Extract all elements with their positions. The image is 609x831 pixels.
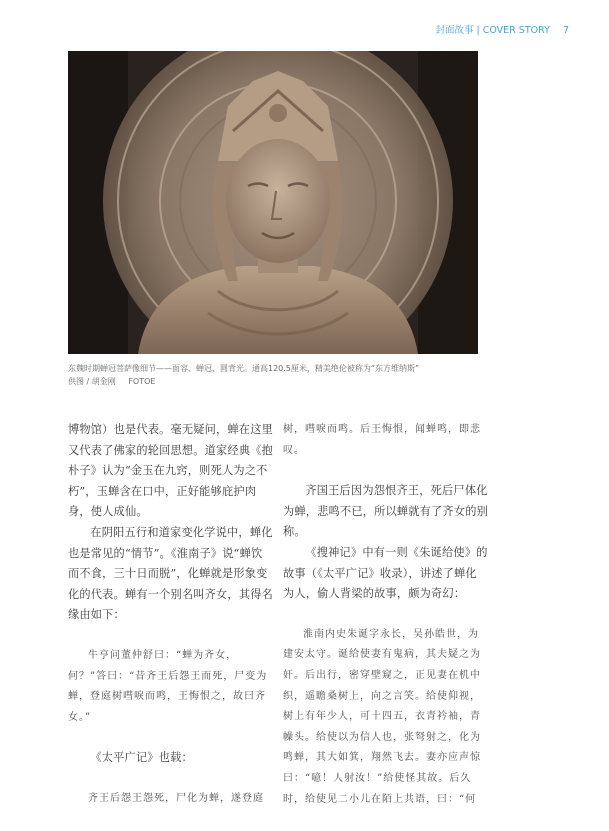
- section-label: 封面故事 | COVER STORY: [435, 25, 550, 36]
- credit-author: 供图 / 胡金刚: [68, 377, 116, 386]
- right-column: [283, 420, 488, 810]
- left-column: [68, 420, 273, 810]
- paragraph: 在阴阳五行和道家变化学说中，蝉化也是常见的“情节”。《淮南子》说“蝉饮而不食，三十日而脱”，化蝉就是形象变化的代表。蝉有一个别名叫齐女，其得名缘由如下：: [68, 525, 273, 622]
- quotation: 树，嘒唳而鸣。后王悔恨，闻蝉鸣，即悲叹。: [283, 424, 481, 456]
- photo-caption: [68, 362, 488, 388]
- quotation: 淮南内史朱诞字永长，吴孙皓世，为建安太守。诞给使妻有鬼病，其夫疑之为奸。后出行，密穿壁窥之，正见妻在机中织，遥瞻桑树上，向之言笑。给使仰视，树上有年少人，可十四五，衣青衿袖，青幧头。给使以为信人也，张弩射之，化为鸣蝉，其大如箕，翔然飞去。妻亦应声惊曰：“噫！人射汝！”给使怪其故。后久时，给使见二小儿在陌上共语，曰：“何: [283, 628, 481, 805]
- bodhisattva-photo: [68, 51, 478, 354]
- page-number: 7: [562, 25, 569, 36]
- paragraph: 《太平广记》也载：: [90, 751, 193, 765]
- quotation: 齐王后怨王怨死，尸化为蝉，遂登庭: [88, 792, 264, 804]
- paragraph: 博物馆）也是代表。毫无疑问，蝉在这里又代表了佛家的轮回思想。道家经典《抱朴子》认为“金玉在九窍，则死人为之不朽”，玉蝉含在口中，正好能够庇护肉身，使人成仙。: [68, 423, 273, 519]
- caption-text: 东魏时期蝉冠菩萨像细节——面容、蝉冠、圆背光。通高120.5厘米，精美绝伦被称为“东方维纳斯”: [68, 364, 420, 373]
- quotation: 牛亨问董仲舒曰：“蝉为齐女，何？”答曰：“昔齐王后怨王而死，尸变为蝉，登庭树嘒唳而鸣，王悔恨之，故曰齐女。”: [68, 649, 268, 723]
- paragraph: 《搜神记》中有一则《朱诞给使》的故事（《太平广记》收录），讲述了蝉化为人，偷人背梁的故事，颇为奇幻：: [283, 545, 488, 601]
- running-header: [436, 22, 570, 36]
- paragraph: 齐国王后因为怨恨齐王，死后尸体化为蝉，悲鸣不已，所以蝉就有了齐女的别称。: [283, 484, 488, 539]
- credit-agency: FOTOE: [128, 377, 156, 386]
- photo-credit: [68, 375, 488, 388]
